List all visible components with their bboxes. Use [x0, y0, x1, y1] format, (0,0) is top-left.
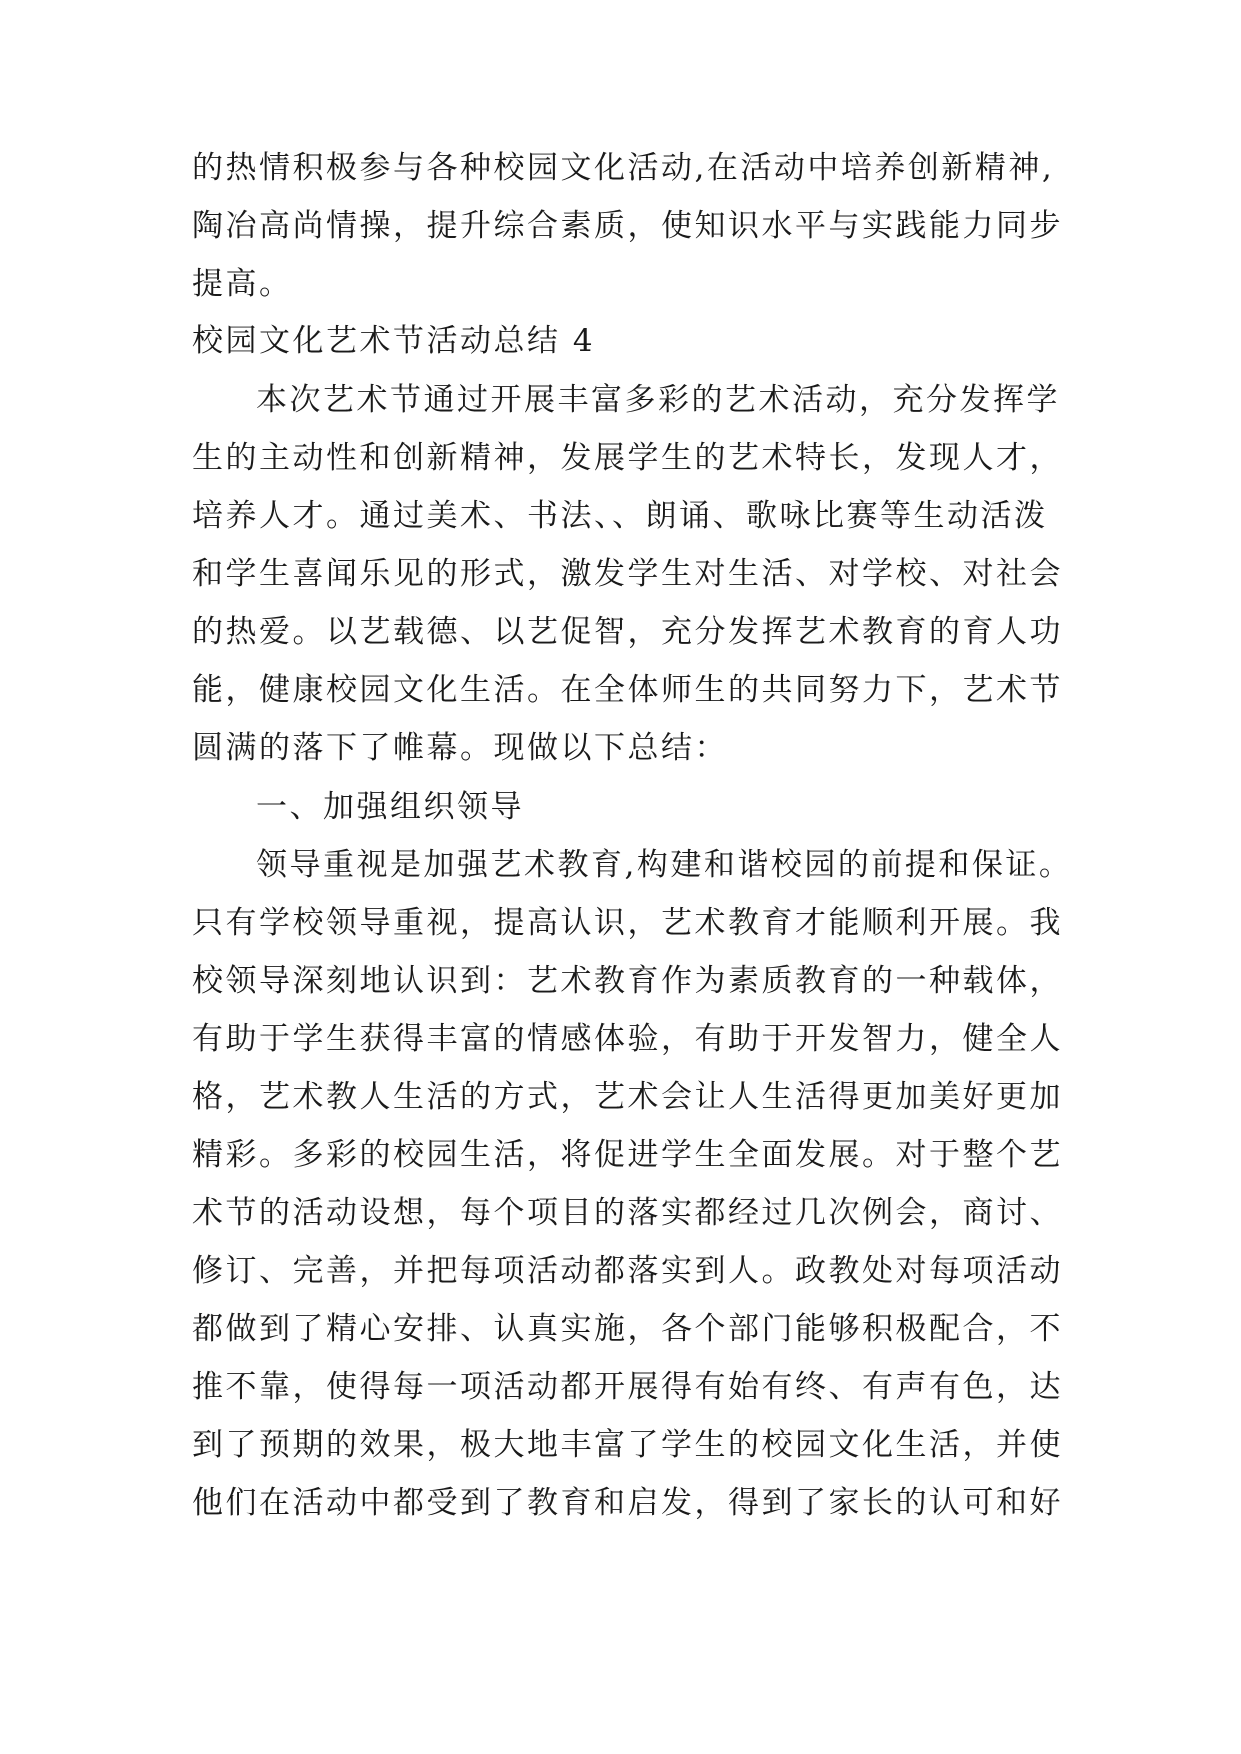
text-line: 修订、完善，并把每项活动都落实到人。政教处对每项活动	[192, 1253, 1063, 1289]
text-line: 推不靠，使得每一项活动都开展得有始有终、有声有色，达	[192, 1369, 1063, 1405]
text-line: 培养人才。通过美术、书法、、朗诵、歌咏比赛等生动活泼	[192, 498, 1048, 534]
text-line: 有助于学生获得丰富的情感体验，有助于开发智力，健全人	[192, 1021, 1063, 1057]
text-line: 精彩。多彩的校园生活，将促进学生全面发展。对于整个艺	[192, 1137, 1063, 1173]
text-line: 都做到了精心安排、认真实施，各个部门能够积极配合，不	[192, 1311, 1063, 1347]
text-line: 陶冶高尚情操，提升综合素质，使知识水平与实践能力同步	[192, 208, 1063, 244]
text-line: 和学生喜闻乐见的形式，激发学生对生活、对学校、对社会	[192, 556, 1063, 592]
text-line: 术节的活动设想，每个项目的落实都经过几次例会，商讨、	[192, 1195, 1063, 1231]
text-line: 的热情积极参与各种校园文化活动,在活动中培养创新精神,	[192, 150, 1055, 186]
text-line: 的热爱。以艺载德、以艺促智，充分发挥艺术教育的育人功	[192, 614, 1063, 650]
section-title: 校园文化艺术节活动总结 4	[192, 323, 596, 359]
text-line: 他们在活动中都受到了教育和启发，得到了家长的认可和好	[192, 1485, 1063, 1521]
subheading: 一、加强组织领导	[256, 789, 524, 825]
text-line: 到了预期的效果，极大地丰富了学生的校园文化生活，并使	[192, 1427, 1063, 1463]
paragraph-first-line: 领导重视是加强艺术教育,构建和谐校园的前提和保证。	[256, 847, 1073, 883]
text-line: 提高。	[192, 266, 293, 302]
text-line: 圆满的落下了帷幕。现做以下总结：	[192, 730, 728, 766]
text-line: 能，健康校园文化生活。在全体师生的共同努力下，艺术节	[192, 672, 1063, 708]
text-line: 校领导深刻地认识到：艺术教育作为素质教育的一种载体，	[192, 963, 1063, 999]
paragraph-first-line: 本次艺术节通过开展丰富多彩的艺术活动，充分发挥学	[256, 382, 1060, 418]
text-line: 只有学校领导重视，提高认识，艺术教育才能顺利开展。我	[192, 905, 1063, 941]
text-line: 格，艺术教人生活的方式，艺术会让人生活得更加美好更加	[192, 1079, 1063, 1115]
text-line: 生的主动性和创新精神，发展学生的艺术特长，发现人才，	[192, 440, 1063, 476]
